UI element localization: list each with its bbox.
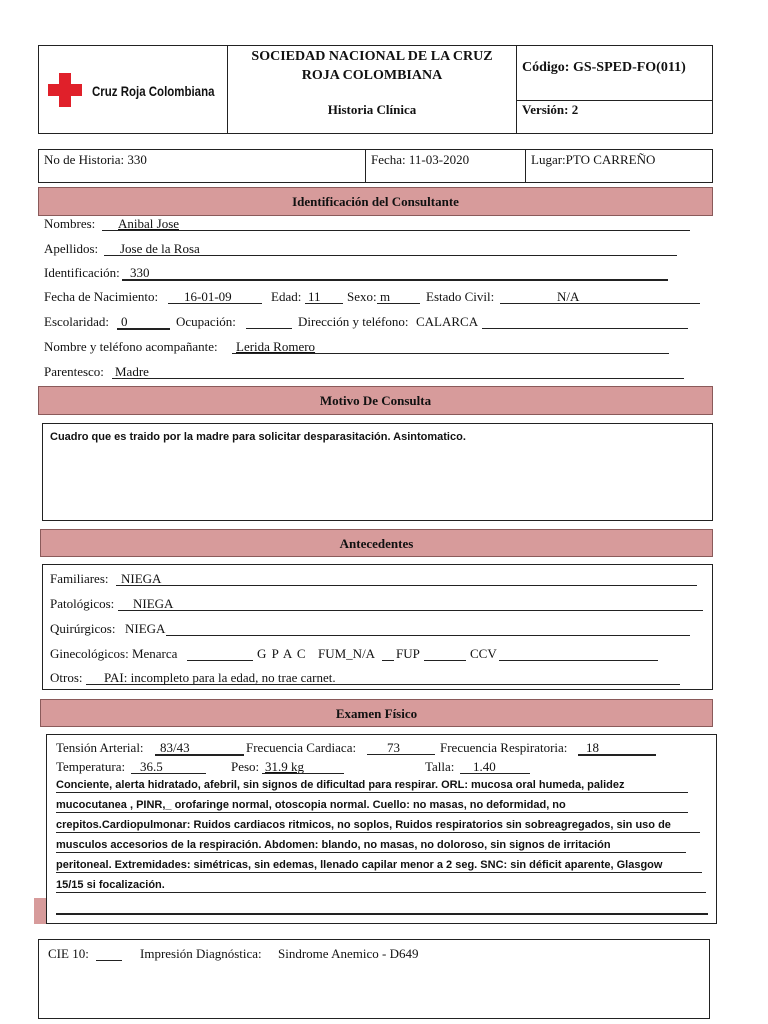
- birth-value: 16-01-09: [184, 289, 232, 304]
- school-value: 0: [121, 314, 128, 329]
- names-line: [102, 230, 690, 231]
- fum-line: [382, 660, 394, 661]
- civil-line: [500, 303, 700, 304]
- gpac: G P A C: [257, 646, 307, 661]
- reason-text: Cuadro que es traido por la madre para solicitar desparasitación. Asintomatico.: [50, 431, 466, 443]
- fr-value: 18: [586, 740, 599, 755]
- others-label: Otros:: [50, 670, 83, 685]
- age-label: Edad:: [271, 289, 302, 304]
- exam-note-6-line: [56, 892, 706, 893]
- cie-line: [96, 960, 122, 961]
- ta-value: 83/43: [160, 740, 190, 755]
- form-version: Versión: 2: [522, 102, 579, 117]
- header-divider-3: [516, 100, 713, 101]
- fr-line: [578, 754, 656, 756]
- family-value: NIEGA: [121, 571, 162, 586]
- exam-note-6: 15/15 si focalización.: [56, 879, 165, 891]
- sex-label: Sexo:: [347, 289, 377, 304]
- civil-label: Estado Civil:: [426, 289, 495, 304]
- pathological-line: [118, 610, 703, 611]
- companion-value: Lerida Romero: [236, 339, 316, 354]
- surgical-label: Quirúrgicos:: [50, 621, 116, 636]
- id-line: [122, 279, 668, 281]
- height-label: Talla:: [425, 759, 455, 774]
- names-value: Anibal Jose: [118, 216, 180, 231]
- form-code: Código: GS-SPED-FO(011): [522, 60, 686, 75]
- weight-line: [262, 773, 344, 774]
- birth-line: [168, 303, 262, 304]
- age-value: 11: [308, 289, 321, 304]
- relation-value: Madre: [115, 364, 149, 379]
- pathological-value: NIEGA: [133, 596, 174, 611]
- temp-line: [131, 773, 206, 774]
- relation-line: [112, 378, 684, 379]
- ta-label: Tensión Arterial:: [56, 740, 144, 755]
- family-label: Familiares:: [50, 571, 109, 586]
- record-date: Fecha: 11-03-2020: [371, 152, 470, 167]
- occupation-line: [246, 328, 292, 329]
- companion-label: Nombre y teléfono acompañante:: [44, 339, 218, 354]
- sex-value: m: [380, 289, 391, 304]
- surgical-value: NIEGA: [125, 621, 166, 636]
- fup: FUP: [396, 646, 420, 661]
- companion-line: [232, 353, 669, 354]
- section-identification: Identificación del Consultante: [38, 187, 713, 216]
- record-divider-1: [365, 149, 366, 183]
- others-line: [86, 684, 680, 685]
- family-line: [116, 585, 697, 586]
- exam-note-4-line: [56, 852, 686, 853]
- exam-note-4: musculos accesorios de la respiración. Abdomen: blando, no masas, no doloroso, sin signos de irritación: [56, 839, 611, 851]
- exam-note-5-line: [56, 872, 702, 873]
- history-number: No de Historia: 330: [44, 152, 147, 167]
- record-divider-2: [525, 149, 526, 183]
- cie-label: CIE 10:: [48, 946, 89, 961]
- temp-value: 36.5: [140, 759, 163, 774]
- id-value: 330: [130, 265, 150, 280]
- birth-label: Fecha de Nacimiento:: [44, 289, 159, 304]
- names-row: Nombres:: [44, 216, 96, 231]
- ccv: CCV: [470, 646, 497, 661]
- address-value: CALARCA: [416, 314, 479, 329]
- exam-note-2: mucocutanea , PINR,_ orofaringe normal, otoscopia normal. Cuello: no masas, no deformidad, no: [56, 799, 566, 811]
- fum: FUM_N/A: [318, 646, 376, 661]
- header-divider-2: [516, 45, 517, 134]
- height-value: 1.40: [473, 759, 496, 774]
- org-name: Cruz Roja Colombiana: [92, 83, 215, 99]
- record-place: Lugar:PTO CARREÑO: [531, 152, 656, 167]
- section-antecedents: Antecedentes: [40, 529, 713, 557]
- impression-value: Sindrome Anemico - D649: [278, 946, 419, 961]
- surgical-line: [166, 635, 690, 636]
- menarca-line: [187, 660, 253, 661]
- exam-extra-line: [56, 913, 708, 915]
- address-label: Dirección y teléfono:: [298, 314, 409, 329]
- id-label: Identificación:: [44, 265, 120, 280]
- exam-note-2-line: [56, 812, 688, 813]
- occupation-label: Ocupación:: [176, 314, 236, 329]
- exam-note-3-line: [56, 832, 700, 833]
- section-exam: Examen Físico: [40, 699, 713, 727]
- fc-label: Frecuencia Cardiaca:: [246, 740, 357, 755]
- others-value: PAI: incompleto para la edad, no trae carnet.: [104, 670, 336, 685]
- surnames-line: [104, 255, 677, 256]
- exam-note-1: Conciente, alerta hidratado, afebril, sin signos de dificultad para respirar. ORL: mucosa oral humeda, palidez: [56, 779, 625, 791]
- gyneco-label: Ginecológicos: Menarca: [50, 646, 178, 661]
- school-line: [117, 328, 170, 330]
- ta-line: [155, 754, 244, 756]
- impression-label: Impresión Diagnóstica:: [140, 946, 262, 961]
- form-title-line1: SOCIEDAD NACIONAL DE LA CRUZ: [251, 49, 493, 64]
- weight-value: 31.9 kg: [265, 759, 304, 774]
- form-title-line2: ROJA COLOMBIANA: [301, 68, 443, 83]
- exam-note-5: peritoneal. Extremidades: simétricas, sin edemas, llenado capilar menor a 2 seg. SNC: sin déficit aparente, Glasgow: [56, 859, 663, 871]
- sex-line: [377, 303, 420, 304]
- ccv-line: [499, 660, 658, 661]
- exam-note-3: crepitos.Cardiopulmonar: Ruidos cardiacos ritmicos, no soplos, Ruidos respiratorios sin sobreagregados, sin uso de: [56, 819, 671, 831]
- weight-label: Peso:: [231, 759, 260, 774]
- form-subtitle: Historia Clínica: [327, 102, 417, 117]
- civil-value: N/A: [557, 289, 580, 304]
- address-line: [482, 328, 688, 329]
- section-reason: Motivo De Consulta: [38, 386, 713, 415]
- surnames-value: Jose de la Rosa: [120, 241, 200, 256]
- relation-label: Parentesco:: [44, 364, 104, 379]
- temp-label: Temperatura:: [56, 759, 126, 774]
- fr-label: Frecuencia Respiratoria:: [440, 740, 568, 755]
- height-line: [460, 773, 530, 774]
- school-label: Escolaridad:: [44, 314, 109, 329]
- fc-value: 73: [387, 740, 400, 755]
- pathological-label: Patológicos:: [50, 596, 115, 611]
- surnames-label: Apellidos:: [44, 241, 99, 256]
- red-cross-icon: [48, 73, 82, 107]
- fup-line: [424, 660, 466, 661]
- exam-bar-remnant: [34, 898, 46, 924]
- exam-note-1-line: [56, 792, 688, 793]
- fc-line: [367, 754, 435, 755]
- age-line: [305, 303, 343, 304]
